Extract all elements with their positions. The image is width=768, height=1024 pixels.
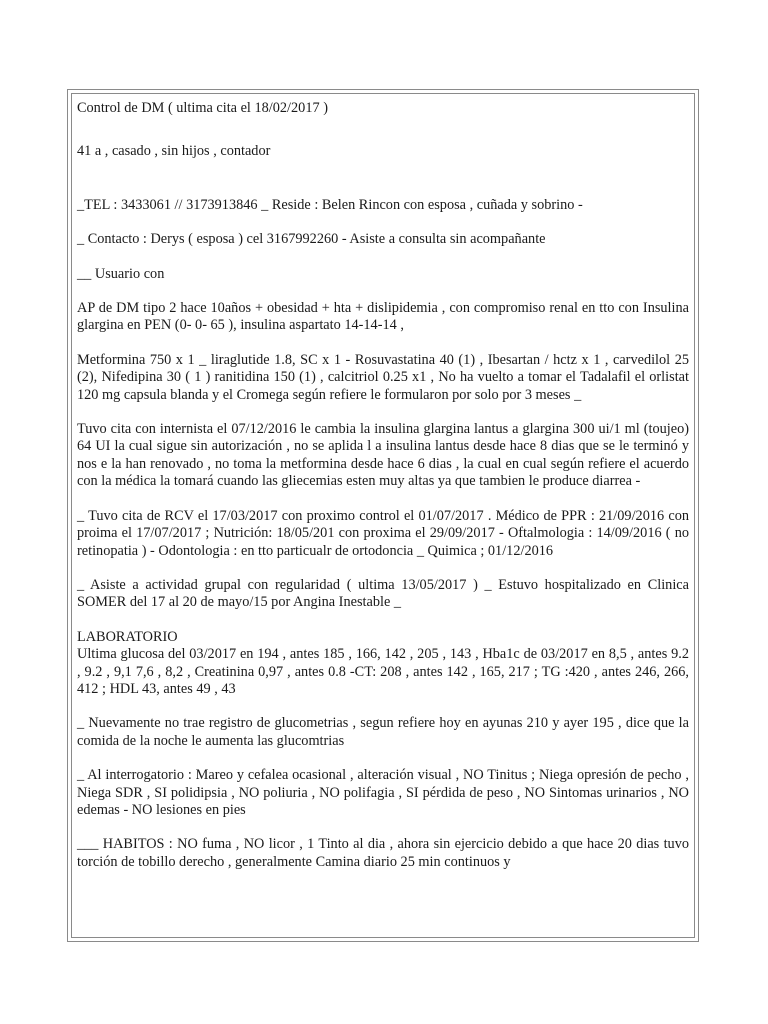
paragraph-antecedentes: AP de DM tipo 2 hace 10años + obesidad + hta + dislipidemia , con compromiso renal en tto con Insulina glargina en PEN (0- 0- 65 ), insulina aspartato 14-14-14 , — [77, 300, 689, 334]
paragraph-telephone: _TEL : 3433061 // 3173913846 _ Reside : Belen Rincon con esposa , cuñada y sobrino - — [77, 196, 583, 213]
document-outer-frame — [67, 89, 699, 942]
paragraph-internist-visit: Tuvo cita con internista el 07/12/2016 le cambia la insulina glargina lantus a glargina 300 ui/1 ml (toujeo) 64 UI la cual sigue sin autorización , no se aplida l a insulina lantus desde hace 8 dias que se le terminó y nos e la han renovado , no toma la metformina desde hace 6 dias , la cual en cual según refiere el acuerdo con la médica la tomará cuando las gliecemias esten muy altas ya que tambien le produce diarrea - — [77, 421, 689, 490]
paragraph-appointments: _ Tuvo cita de RCV el 17/03/2017 con proximo control el 01/07/2017 . Médico de PPR : 21/09/2016 con proima el 17/07/2017 ; Nutrición: 18/05/201 con proxima el 29/09/2017 - Oftalmologia : 14/09/2016 ( no retinopatia ) - Odontologia : en tto particualr de ortodoncia _ Quimica ; 01/12/2016 — [77, 507, 689, 559]
paragraph-usuario: __ Usuario con — [77, 265, 165, 282]
paragraph-medications: Metformina 750 x 1 _ liraglutide 1.8, SC x 1 - Rosuvastatina 40 (1) , Ibesartan / hctz x 1 , carvedilol 25 (2), Nifedipina 30 ( 1 ) ranitidina 150 (1) , calcitriol 0.25 x1 , No ha vuelto a tomar el Tadalafil el orlistat 120 mg capsula blanda y el Cromega según refiere le formularon por solo por 3 meses _ — [77, 351, 689, 403]
paragraph-control-dm: Control de DM ( ultima cita el 18/02/2017 ) — [77, 100, 328, 116]
paragraph-contact: _ Contacto : Derys ( esposa ) cel 3167992260 - Asiste a consulta sin acompañante — [77, 231, 546, 248]
paragraph-glucometry: _ Nuevamente no trae registro de glucometrias , segun refiere hoy en ayunas 210 y ayer 195 , dice que la comida de la noche le aumenta las glucomtrias — [77, 715, 689, 749]
paragraph-patient-info: 41 a , casado , sin hijos , contador — [77, 143, 271, 160]
paragraph-habits: ___ HABITOS : NO fuma , NO licor , 1 Tinto al dia , ahora sin ejercicio debido a que hace 20 dias tuvo torción de tobillo derecho , generalmente Camina diario 25 min continuos y — [77, 836, 689, 870]
document-body — [77, 100, 689, 871]
paragraph-laboratory: LABORATORIO Ultima glucosa del 03/2017 en 194 , antes 185 , 166, 142 , 205 , 143 , Hba1c de 03/2017 en 8,5 , antes 9.2 , 9.2 , 9,1 7,6 , 8,2 , Creatinina 0,97 , antes 0.8 -CT: 208 , antes 142 , 165, 217 ; TG :420 , antes 246, 266, 412 ; HDL 43, antes 49 , 43 — [77, 628, 689, 697]
paragraph-group-activity: _ Asiste a actividad grupal con regularidad ( ultima 13/05/2017 ) _ Estuvo hospitalizado en Clinica SOMER del 17 al 20 de mayo/15 por Angina Inestable _ — [77, 576, 689, 611]
document-inner-frame — [71, 93, 695, 938]
paragraph-interrogation: _ Al interrogatorio : Mareo y cefalea ocasional , alteración visual , NO Tinitus ; Niega opresión de pecho , Niega SDR , SI polidipsia , NO poliuria , NO polifagia , SI pérdida de peso , NO Sintomas urinarios , NO edemas - NO lesiones en pies — [77, 767, 689, 818]
